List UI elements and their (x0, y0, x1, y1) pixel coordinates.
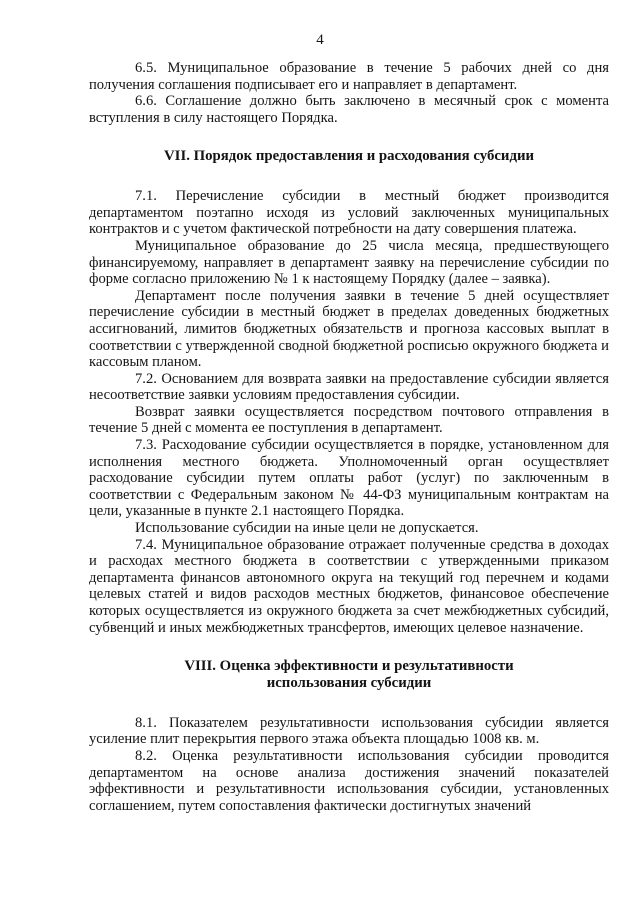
paragraph-7-1-application: Муниципальное образование до 25 числа месяца, предшествующего финансируемому, направляет в департамент заявку на перечисление субсидии по форме согласно приложению № 1 к настоящему Порядку (далее – заявка). (89, 237, 609, 288)
page-number: 4 (316, 32, 324, 48)
paragraph-7-3: 7.3. Расходование субсидии осуществляется в порядке, установленном для исполнения местного бюджета. Уполномоченный орган осуществляет расходование субсидии путем оплаты работ (услуг) по заключенным в соответствии с Федеральным законом № 44-ФЗ муниципальным контрактам на цели, указанные в пункте 2.1 настоящего Порядка. (89, 437, 609, 520)
section-7-title: VII. Порядок предоставления и расходования субсидии (164, 148, 534, 165)
section-8-title-line2: использования субсидии (266, 675, 432, 691)
paragraph-6-5: 6.5. Муниципальное образование в течение 5 рабочих дней со дня получения соглашения подписывает его и направляет в департамент. (89, 60, 609, 93)
section-7-heading (89, 148, 609, 165)
paragraph-8-2: 8.2. Оценка результативности использования субсидии проводится департаментом на основе анализа достижения значений показателей эффективности и результативности использования субсидии, установленных соглашением, путем сопоставления фактически достигнутых значений (89, 747, 609, 814)
paragraph-7-2-return: Возврат заявки осуществляется посредством почтового отправления в течение 5 дней с момента ее поступления в департамент. (89, 403, 609, 437)
paragraph-6-6: 6.6. Соглашение должно быть заключено в месячный срок с момента вступления в силу настоящего Порядка. (89, 93, 609, 126)
section-8-title-line1: VIII. Оценка эффективности и результативности (184, 658, 514, 675)
paragraph-7-2: 7.2. Основанием для возврата заявки на предоставление субсидии является несоответствие заявки условиям предоставления субсидии. (89, 370, 609, 404)
paragraph-7-3-restriction: Использование субсидии на иные цели не допускается. (135, 520, 479, 537)
document-body (89, 60, 609, 814)
section-8-heading (89, 658, 609, 692)
paragraph-8-1: 8.1. Показателем результативности использования субсидии является усиление плит перекрытия первого этажа объекта площадью 1008 кв. м. (89, 714, 609, 748)
paragraph-7-1-transfer: Департамент после получения заявки в течение 5 дней осуществляет перечисление субсидии в местный бюджет в пределах доведенных бюджетных ассигнований, лимитов бюджетных обязательств и прогноза кассовых выплат в соответствии с утвержденной сводной бюджетной росписью окружного бюджета и кассовым планом. (89, 287, 609, 371)
paragraph-7-4: 7.4. Муниципальное образование отражает полученные средства в доходах и расходах местного бюджета в соответствии с утвержденными приказом департамента финансов автономного округа на текущий год перечнем и кодами целевых статей и видов расходов местных бюджетов, финансовое обеспечение которых осуществляется из окружного бюджета за счет межбюджетных субсидий, субвенций и иных межбюджетных трансфертов, имеющих целевое назначение. (89, 536, 609, 636)
paragraph-7-1: 7.1. Перечисление субсидии в местный бюджет производится департаментом поэтапно исходя из условий заключенных муниципальных контрактов и с учетом фактической потребности на дату совершения платежа. (89, 188, 609, 238)
